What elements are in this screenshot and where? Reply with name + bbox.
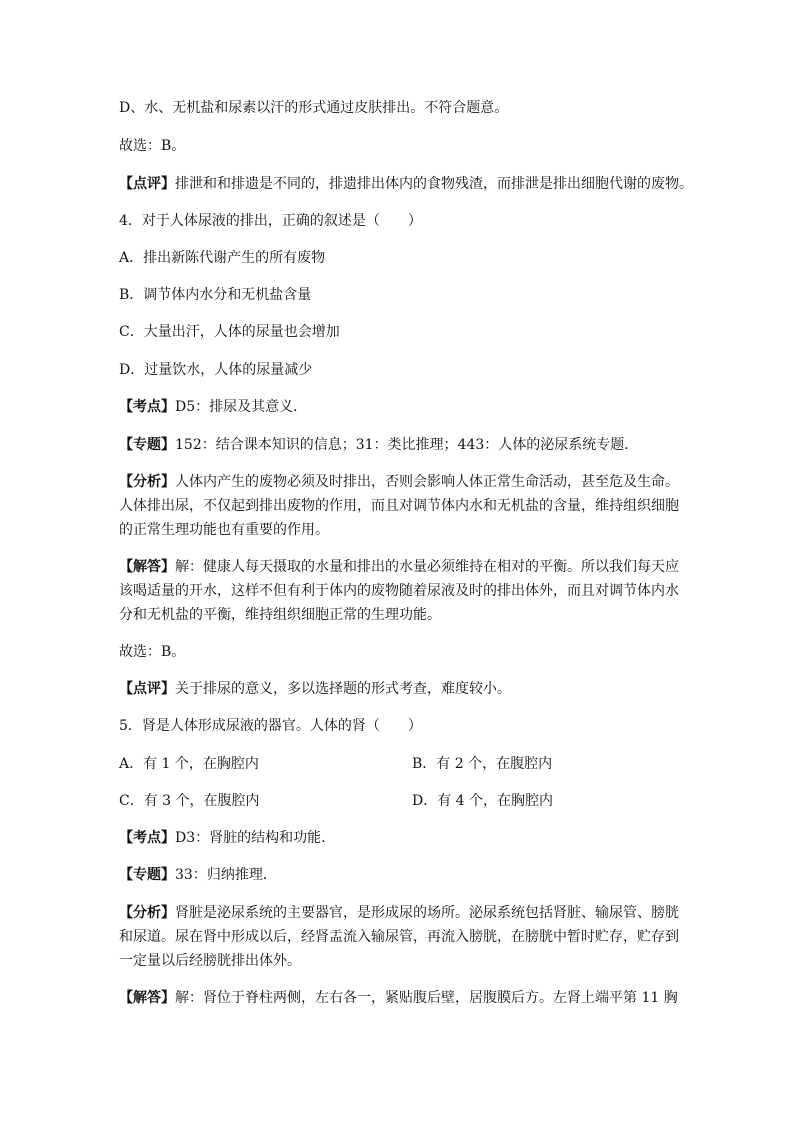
comment-text: 排泄和和排遗是不同的，排遗排出体内的食物残渣，而排泄是排出细胞代谢的废物。 [175,176,693,192]
jieda-text: 解：肾位于脊柱两侧，左右各一，紧贴腹后壁，居腹膜后方。左肾上端平第 11 胸 [175,990,678,1006]
q5-option-d: D．有 4 个，在胸腔内 [412,793,554,809]
zhuanti-text: 33：归纳推理． [175,867,277,883]
kaodian-tag: 【考点】 [119,399,175,415]
q5-fenxi-line3: 一定量以后经膀胱排出体外。 [119,953,301,969]
q5-kaodian [119,828,335,848]
q4-jieda-line3: 分和无机盐的平衡，维持组织细胞正常的生理功能。 [119,607,441,623]
q4-fenxi-line2: 人体排出尿，不仅起到排出废物的作用，而且对调节体内水和无机盐的含量，维持组织细胞 [119,498,679,514]
q4-kaodian [119,397,307,417]
zhuanti-tag: 【专题】 [119,867,175,883]
comment-tag: 【点评】 [119,681,175,697]
q4-comment [119,679,511,699]
q4-stem: 4．对于人体尿液的排出，正确的叙述是（ ） [119,213,422,229]
q4-option-b: B．调节体内水分和无机盐含量 [119,287,312,303]
q5-stem: 5．肾是人体形成尿液的器官。人体的肾（ ） [119,718,422,734]
fenxi-text: 肾脏是泌尿系统的主要器官，是形成尿的场所。泌尿系统包括肾脏、输尿管、膀胱 [175,905,679,921]
q5-option-a: A．有 1 个，在胸腔内 [119,756,259,772]
jieda-text: 解：健康人每天摄取的水量和排出的水量必须维持在相对的平衡。所以我们每天应 [175,559,679,575]
q5-fenxi-line2: 和尿道。尿在肾中形成以后，经肾盂流入输尿管，再流入膀胱，在膀胱中暂时贮存，贮存到 [119,929,679,945]
q4-option-a: A．排出新陈代谢产生的所有废物 [119,250,326,266]
q4-fenxi-line1 [119,472,679,492]
q5-option-b: B．有 2 个，在腹腔内 [412,756,553,772]
jieda-tag: 【解答】 [119,990,175,1006]
jieda-tag: 【解答】 [119,559,175,575]
answer-option-d-explanation: D、水、无机盐和尿素以汗的形式通过皮肤排出。不符合题意。 [119,100,509,116]
zhuanti-tag: 【专题】 [119,437,175,453]
fenxi-tag: 【分析】 [119,905,175,921]
kaodian-text: D3：肾脏的结构和功能． [175,830,336,846]
q5-jieda-line1 [119,988,678,1008]
q3-answer: 故选：B。 [119,138,186,154]
fenxi-text: 人体内产生的废物必须及时排出，否则会影响人体正常生命活动，甚至危及生命。 [175,474,679,490]
kaodian-text: D5：排尿及其意义． [175,399,308,415]
q4-answer: 故选：B。 [119,644,186,660]
q4-zhuanti [119,435,638,455]
q4-fenxi-line3: 的正常生理功能也有重要的作用。 [119,522,329,538]
zhuanti-text: 152：结合课本知识的信息；31：类比推理；443：人体的泌尿系统专题． [175,437,639,453]
fenxi-tag: 【分析】 [119,474,175,490]
comment-text: 关于排尿的意义，多以选择题的形式考查，难度较小。 [175,681,511,697]
q5-fenxi-line1 [119,903,679,923]
kaodian-tag: 【考点】 [119,830,175,846]
q3-comment [119,174,693,194]
q4-jieda-line1 [119,557,679,577]
q4-option-d: D．过量饮水，人体的尿量减少 [119,362,313,378]
comment-tag: 【点评】 [119,176,175,192]
q4-option-c: C．大量出汗，人体的尿量也会增加 [119,324,340,340]
q5-option-c: C．有 3 个，在腹腔内 [119,793,260,809]
q4-jieda-line2: 该喝适量的开水，这样不但有利于体内的废物随着尿液及时的排出体外，而且对调节体内水 [119,583,679,599]
q5-zhuanti [119,865,277,885]
